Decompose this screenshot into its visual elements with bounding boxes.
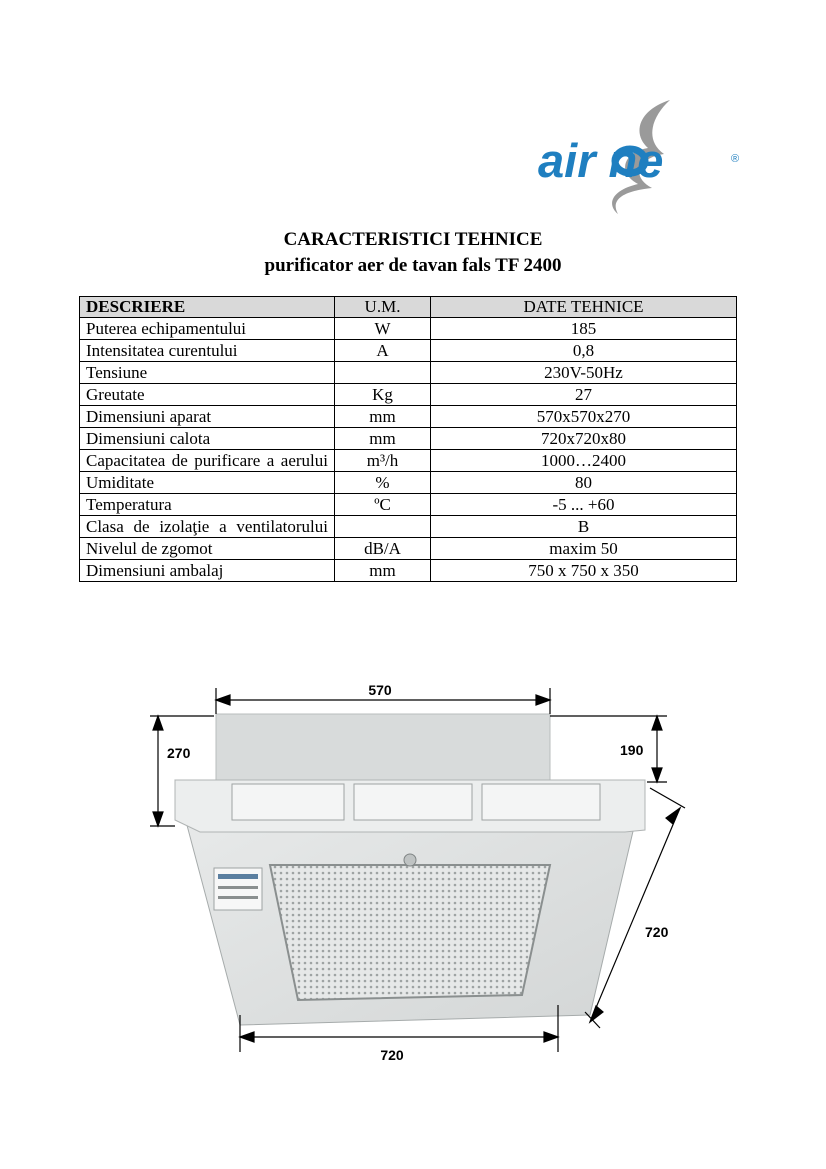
- row-value: 750 x 750 x 350: [431, 560, 737, 582]
- row-unit: %: [335, 472, 431, 494]
- table-row: [80, 516, 737, 538]
- row-unit: mm: [335, 406, 431, 428]
- row-description: Dimensiuni aparat: [80, 406, 335, 428]
- table-row: [80, 538, 737, 560]
- row-value: 80: [431, 472, 737, 494]
- table-row: [80, 560, 737, 582]
- unit-body: [216, 714, 550, 790]
- table-row: [80, 406, 737, 428]
- row-unit: [335, 516, 431, 538]
- row-unit: A: [335, 340, 431, 362]
- dim-bottom-width: 720: [380, 1047, 404, 1063]
- label-stripe: [218, 874, 258, 879]
- row-description: Dimensiuni ambalaj: [80, 560, 335, 582]
- row-value: 185: [431, 318, 737, 340]
- row-value: 27: [431, 384, 737, 406]
- row-value: 0,8: [431, 340, 737, 362]
- dim-side-height: 190: [620, 742, 644, 758]
- air-slot: [232, 784, 344, 820]
- row-description: Clasa de izolaţie a ventilatorului: [80, 516, 335, 538]
- air-slot: [482, 784, 600, 820]
- table-row: [80, 472, 737, 494]
- row-value: maxim 50: [431, 538, 737, 560]
- air-slot: [354, 784, 472, 820]
- row-description: Puterea echipamentului: [80, 318, 335, 340]
- table-header-row: [80, 297, 737, 318]
- document-subtitle: purificator aer de tavan fals TF 2400: [264, 255, 562, 276]
- registered-mark: ®: [731, 153, 740, 165]
- row-unit: mm: [335, 560, 431, 582]
- logo-text: air ne: [538, 134, 664, 187]
- row-unit: m³/h: [335, 450, 431, 472]
- table-row: [80, 450, 737, 472]
- spec-table: [79, 296, 737, 582]
- header-description: DESCRIERE: [80, 297, 335, 318]
- row-value: 570x570x270: [431, 406, 737, 428]
- document-title: CARACTERISTICI TEHNICE: [283, 229, 543, 250]
- dim-side-depth: 720: [645, 924, 669, 940]
- row-value: 720x720x80: [431, 428, 737, 450]
- row-description: Umiditate: [80, 472, 335, 494]
- table-row: [80, 362, 737, 384]
- product-drawing: [140, 660, 700, 1080]
- row-unit: ºC: [335, 494, 431, 516]
- label-stripe: [218, 896, 258, 899]
- row-unit: dB/A: [335, 538, 431, 560]
- row-value: -5 ... +60: [431, 494, 737, 516]
- row-description: Greutate: [80, 384, 335, 406]
- dim-body-height: 270: [167, 745, 191, 761]
- row-description: Intensitatea curentului: [80, 340, 335, 362]
- table-row: [80, 318, 737, 340]
- row-value: B: [431, 516, 737, 538]
- row-description: Dimensiuni calota: [80, 428, 335, 450]
- filter-grille: [270, 865, 550, 1000]
- panel-knob: [404, 854, 416, 866]
- table-row: [80, 494, 737, 516]
- row-unit: [335, 362, 431, 384]
- row-unit: Kg: [335, 384, 431, 406]
- row-description: Temperatura: [80, 494, 335, 516]
- row-description: Tensiune: [80, 362, 335, 384]
- row-unit: W: [335, 318, 431, 340]
- row-unit: mm: [335, 428, 431, 450]
- header-unit: U.M.: [335, 297, 431, 318]
- row-value: 1000…2400: [431, 450, 737, 472]
- row-value: 230V-50Hz: [431, 362, 737, 384]
- dim-top-width: 570: [368, 682, 392, 698]
- label-stripe: [218, 886, 258, 889]
- row-description: Capacitatea de purificare a aerului: [80, 450, 335, 472]
- airone-logo: [520, 92, 750, 217]
- row-description: Nivelul de zgomot: [80, 538, 335, 560]
- table-row: [80, 340, 737, 362]
- header-value: DATE TEHNICE: [431, 297, 737, 318]
- table-row: [80, 384, 737, 406]
- table-row: [80, 428, 737, 450]
